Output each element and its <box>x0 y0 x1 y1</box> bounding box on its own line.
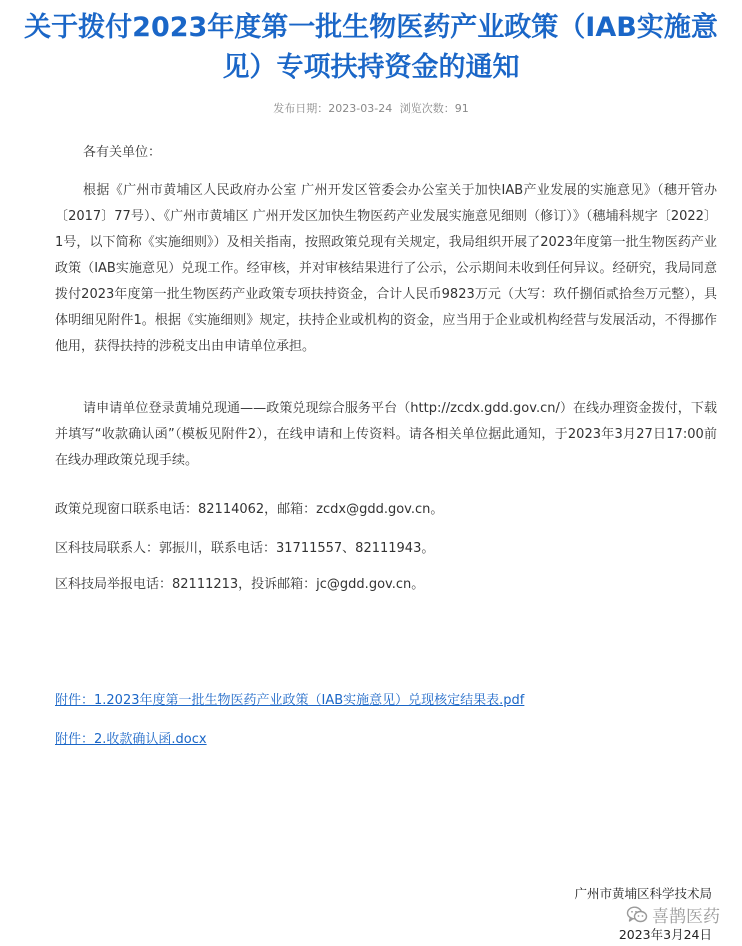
page-title: 关于拨付2023年度第一批生物医药产业政策（IAB实施意见）专项扶持资金的通知 <box>24 12 718 83</box>
greeting: 各有关单位： <box>83 145 162 160</box>
article-meta <box>0 100 742 116</box>
watermark-text: 喜鹊医药 <box>652 907 720 927</box>
contact-policy-window: 政策兑现窗口联系电话：82114062，邮箱：zcdx@gdd.gov.cn。 <box>55 502 444 517</box>
view-count: 浏览次数：91 <box>399 102 469 115</box>
attachment-link-2[interactable]: 附件：2.收款确认函.docx <box>55 732 207 747</box>
watermark <box>626 902 720 927</box>
contact-person: 区科技局联系人：郭振川，联系电话：31711557、82111943。 <box>55 541 435 556</box>
attachment-link-1[interactable]: 附件：1.2023年度第一批生物医药产业政策（IAB实施意见）兑现核定结果表.pdf <box>55 693 525 708</box>
paragraph-main: 根据《广州市黄埔区人民政府办公室 广州开发区管委会办公室关于加快IAB产业发展的实施意见》（穗开管办〔2017〕77号）、《广州市黄埔区 广州开发区加快生物医药产业发展实施意见细则（修订）》（穗埔科规字〔2022〕1号，以下简称《实施细则》）及相关指南，按照政策兑现有关规定，我局组织开展了2023年度第一批生物医药产业政策（IAB实施意见）兑现工作。经审核，并对审核结果进行了公示，公示期间未收到任何异议。经研究，我局同意拨付2023年度第一批生物医药产业政策专项扶持资金，合计人民币9823万元（大写：玖仟捌佰贰拾叁万元整），具体明细见附件1。根据《实施细则》规定，扶持企业或机构的资金，应当用于企业或机构经营与发展活动，不得挪作他用，获得扶持的涉税支出由申请单位承担。 <box>55 183 717 354</box>
issue-date: 2023年3月24日 <box>618 927 712 942</box>
paragraph-instructions: 请申请单位登录黄埔兑现通——政策兑现综合服务平台（http://zcdx.gdd.gov.cn/）在线办理资金拨付，下载并填写“收款确认函”（模板见附件2），在线申请和上传资料。请各相关单位据此通知，于2023年3月27日17:00前在线办理政策兑现手续。 <box>55 401 717 468</box>
publish-date: 发布日期：2023-03-24 <box>273 102 393 115</box>
issuing-organization: 广州市黄埔区科学技术局 <box>574 886 712 901</box>
contact-report: 区科技局举报电话：82111213，投诉邮箱：jc@gdd.gov.cn。 <box>55 577 425 592</box>
wechat-icon <box>626 905 648 925</box>
